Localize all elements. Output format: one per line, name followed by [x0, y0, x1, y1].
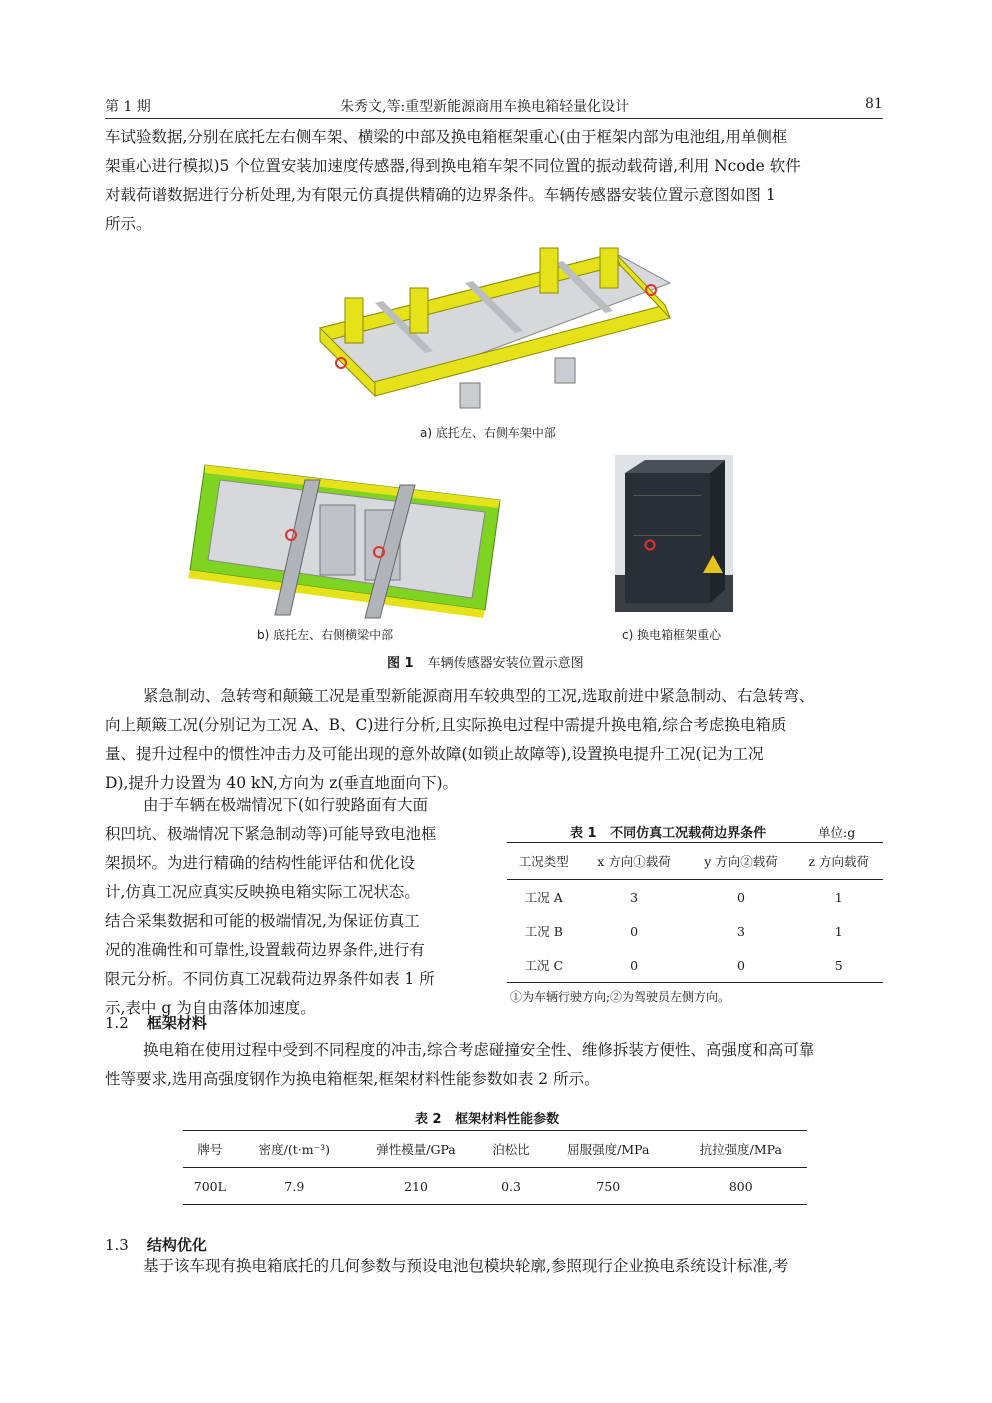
text-line: 限元分析。不同仿真工况载荷边界条件如表 1 所 [105, 970, 435, 988]
text-line: 架损坏。为进行精确的结构性能评估和优化设 [105, 854, 416, 872]
text-line: 所示。 [105, 215, 152, 233]
table-header-cell: z 方向载荷 [794, 843, 883, 880]
text-line: 示,表中 g 为自由落体加速度。 [105, 999, 316, 1017]
table-cell: 0.3 [480, 1168, 542, 1205]
figure-caption-text: 车辆传感器安装位置示意图 [427, 656, 584, 671]
table-row [507, 914, 883, 948]
table-1-unit: 单位:g [818, 825, 856, 840]
text-line: 性等要求,选用高强度钢作为换电箱框架,框架材料性能参数如表 2 所示。 [105, 1070, 600, 1088]
table-title-text: 不同仿真工况载荷边界条件 [610, 826, 767, 841]
table-header-cell: 密度/(t·m⁻³) [237, 1131, 352, 1168]
table-cell: 800 [675, 1168, 807, 1205]
text-line: 紧急制动、急转弯和颠簸工况是重型新能源商用车较典型的工况,选取前进中紧急制动、右急转弯、 [143, 687, 815, 705]
table-label: 表 1 [570, 826, 597, 841]
section-number: 1.2 [105, 1014, 129, 1032]
table-cell: 工况 B [524, 924, 563, 939]
table-cell: 1 [834, 923, 843, 939]
table-cell: 5 [794, 948, 883, 983]
text-line: 车试验数据,分别在底托左右侧车架、横梁的中部及换电箱框架重心(由于框架内部为电池组,用单侧框 [105, 128, 788, 146]
table-cell: 750 [542, 1168, 674, 1205]
table-header-cell: 牌号 [183, 1131, 237, 1168]
figure-1c-caption: c) 换电箱框架重心 [622, 628, 722, 642]
text-line: 换电箱在使用过程中受到不同程度的冲击,综合考虑碰撞安全性、维修拆装方便性、高强度和高可靠 [143, 1041, 815, 1059]
table-1-note: ①为车辆行驶方向;②为驾驶员左侧方向。 [510, 990, 731, 1004]
table-row [507, 948, 883, 983]
table-cell: 7.9 [237, 1168, 352, 1205]
table-cell: 工况 C [507, 948, 581, 983]
text-line: 由于车辆在极端情况下(如行驶路面有大面 [143, 796, 429, 814]
figure-1b-crossbeam-image [180, 460, 510, 620]
table-header-cell: x 方向①载荷 [581, 843, 688, 880]
text-line: 况的准确性和可靠性,设置载荷边界条件,进行有 [105, 941, 425, 959]
table-header-cell: 屈服强度/MPa [542, 1131, 674, 1168]
table-cell: 0 [736, 889, 745, 905]
text-line: 基于该车现有换电箱底托的几何参数与预设电池包模块轮廓,参照现行企业换电系统设计标准,考 [143, 1257, 789, 1275]
table-2 [183, 1130, 807, 1205]
table-label: 表 2 [415, 1112, 442, 1127]
figure-1b-caption: b) 底托左、右侧横梁中部 [257, 628, 394, 642]
table-header-cell: 泊松比 [480, 1131, 542, 1168]
table-2-title [415, 1108, 559, 1127]
text-line: 结合采集数据和可能的极端情况,为保证仿真工 [105, 912, 420, 930]
figure-1-caption [387, 652, 584, 671]
table-header-cell: 工况类型 [507, 843, 581, 880]
table-row [183, 1168, 807, 1205]
table-cell: 工况 A [524, 890, 563, 905]
table-cell: 0 [581, 948, 688, 983]
table-title-text: 框架材料性能参数 [455, 1112, 560, 1127]
table-cell: 0 [688, 948, 795, 983]
text-line: 对载荷谱数据进行分析处理,为有限元仿真提供精确的边界条件。车辆传感器安装位置示意图如图 1 [105, 186, 776, 204]
figure-1a-caption: a) 底托左、右侧车架中部 [420, 426, 556, 440]
table-row [507, 880, 883, 915]
section-title: 结构优化 [146, 1236, 207, 1254]
section-number: 1.3 [105, 1236, 129, 1254]
figure-1a-chassis-image [315, 243, 675, 413]
section-title: 框架材料 [146, 1014, 207, 1032]
table-1 [507, 842, 883, 983]
table-header-row [507, 843, 883, 880]
text-line: 计,仿真工况应真实反映换电箱实际工况状态。 [105, 883, 420, 901]
section-1-2-heading [105, 1012, 207, 1033]
table-cell: 700L [183, 1168, 237, 1205]
paragraph-1 [105, 123, 883, 239]
table-cell: 0 [630, 923, 639, 939]
text-line: 架重心进行模拟)5 个位置安装加速度传感器,得到换电箱车架不同位置的振动载荷谱,利用 Ncode 软件 [105, 157, 801, 175]
header-title: 朱秀文,等:重型新能源商用车换电箱轻量化设计 [340, 99, 630, 115]
paragraph-2 [105, 682, 883, 798]
header-page: 81 [865, 96, 883, 112]
paragraph-3 [105, 791, 490, 1023]
text-line: 向上颠簸工况(分别记为工况 A、B、C)进行分析,且实际换电过程中需提升换电箱,综合考虑换电箱质 [105, 716, 787, 734]
figure-1c-battery-box-image [615, 455, 733, 612]
table-header-cell: y 方向②载荷 [688, 843, 795, 880]
figure-label: 图 1 [387, 656, 414, 671]
table-header-row [183, 1131, 807, 1168]
paragraph-4 [105, 1036, 883, 1094]
text-line: D),提升力设置为 40 kN,方向为 z(垂直地面向下)。 [105, 774, 459, 792]
header-issue: 第 1 期 [105, 99, 151, 115]
table-header-cell: 抗拉强度/MPa [675, 1131, 807, 1168]
table-cell: 210 [352, 1168, 480, 1205]
text-line: 量、提升过程中的惯性冲击力及可能出现的意外故障(如锁止故障等),设置换电提升工况(记为工况 [105, 745, 764, 763]
text-line: 积凹坑、极端情况下紧急制动等)可能导致电池框 [105, 825, 437, 843]
paragraph-5 [105, 1252, 883, 1281]
table-1-title [570, 822, 766, 841]
header-rule [105, 118, 883, 119]
table-cell: 3 [630, 889, 639, 905]
table-cell: 1 [834, 889, 843, 905]
table-header-cell: 弹性模量/GPa [352, 1131, 480, 1168]
table-cell: 3 [736, 923, 745, 939]
